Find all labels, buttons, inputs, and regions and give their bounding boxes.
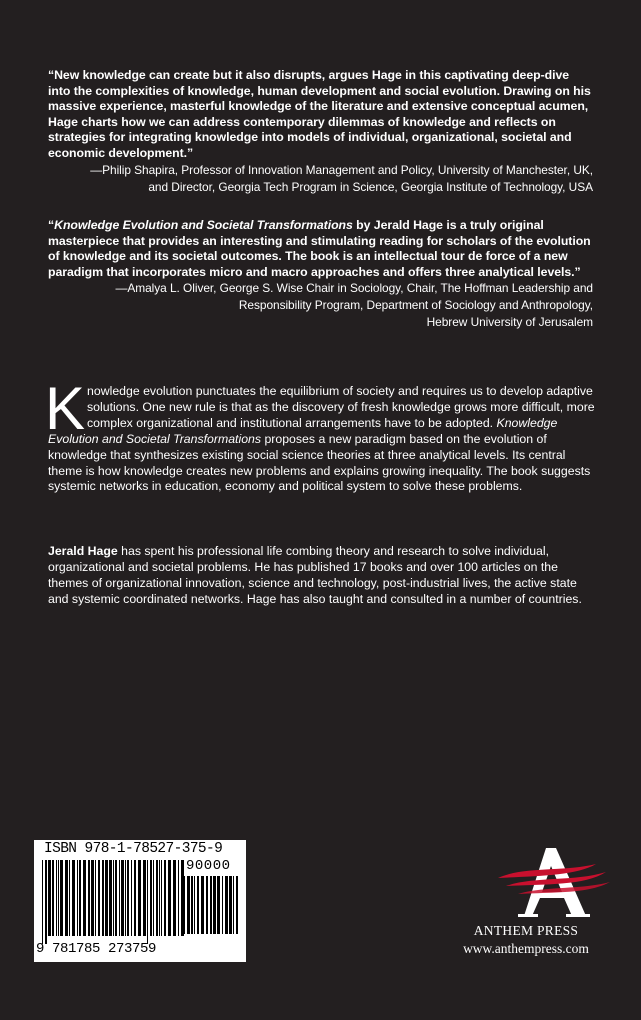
- description-part1: nowledge evolution punctuates the equilibrium of society and requires us to develop adaptive solutions. One new rule is that as the discovery of fresh knowledge grows more difficult, more complex organizational and institutional arrangements have to be adopted.: [87, 384, 595, 430]
- barcode-bar: [222, 876, 223, 934]
- barcode-bar: [159, 860, 160, 936]
- barcode-bar: [77, 860, 78, 936]
- barcode-bar: [131, 860, 132, 936]
- barcode-bar: [233, 876, 234, 934]
- barcode-bar: [121, 860, 124, 936]
- barcode-bar: [197, 876, 199, 934]
- barcode-bar: [45, 860, 47, 944]
- barcode-bar: [168, 860, 171, 936]
- barcode-bar: [56, 860, 57, 936]
- quote-body: by Jerald Hage is a truly original masterpiece that provides an interesting and stimulating reading for scholars of the evolution of knowledge and its societal outcomes. The book is an intellectual tour de force of a new paradigm that incorporates micro and macro approaches and offers three analytical levels.”: [48, 218, 591, 279]
- barcode-bar: [236, 876, 238, 934]
- barcode-bar: [60, 860, 63, 936]
- drop-cap: K: [45, 375, 86, 442]
- barcode-bar: [206, 876, 208, 934]
- barcode-bar: [109, 860, 112, 936]
- barcode-bar: [115, 860, 117, 936]
- barcode-bar: [69, 860, 70, 936]
- barcode-bar: [113, 860, 114, 936]
- barcode-bar: [201, 876, 204, 934]
- barcode-bar: [187, 876, 190, 934]
- barcode-bar: [225, 876, 228, 934]
- anthem-press-logo: [484, 842, 626, 924]
- description-paragraph: [45, 375, 596, 495]
- attribution-line: and Director, Georgia Tech Program in Science, Georgia Institute of Technology, USA: [148, 179, 593, 194]
- attribution-line: —Amalya L. Oliver, George S. Wise Chair in Sociology, Chair, The Hoffman Leadership and: [115, 281, 593, 296]
- bio-paragraph: [48, 544, 596, 608]
- barcode-digits: 9 781785 273759: [36, 941, 157, 957]
- barcode-bar: [191, 876, 193, 934]
- bio-text: has spent his professional life combing theory and research to solve individual, organizational and societal problems. He has published 17 books and over 100 articles on the themes of organizational innovation, science and technology, post-industrial lives, the active state and systemic coordinated networks. Hage has also taught and consulted in a number of countries.: [48, 544, 582, 606]
- barcode-bar: [143, 860, 146, 936]
- barcode-bar: [213, 876, 216, 934]
- description-part2: proposes a new paradigm based on the evolution of knowledge that synthesizes existing social science theories at three analytical levels. Its central theme is how knowledge creates new problems and explains growing inequality. The book suggests systemic networks in education, economy and political system to solve these problems.: [48, 431, 591, 494]
- barcode-bar: [138, 860, 141, 936]
- addon-bars: [184, 876, 240, 942]
- ean-bars: [42, 860, 184, 944]
- barcode-bar: [48, 860, 51, 936]
- quote-text: [48, 218, 593, 280]
- attribution-line: Hebrew University of Jerusalem: [426, 315, 593, 330]
- barcode-bar: [173, 860, 176, 936]
- endorsement-quote-2: [48, 218, 593, 331]
- barcode-bar: [95, 860, 96, 936]
- publisher-url: www.anthempress.com: [463, 941, 589, 956]
- barcode-bar: [217, 876, 220, 934]
- barcode-bar: [161, 860, 162, 936]
- barcode-bar: [184, 876, 185, 934]
- barcode-bar: [164, 860, 166, 936]
- barcode-bar: [88, 860, 90, 936]
- letter-a-emblem-icon: [498, 848, 610, 917]
- publisher-name: ANTHEM PRESS: [473, 923, 579, 938]
- barcode-bar: [119, 860, 120, 936]
- book-title: Knowledge Evolution and Societal Transformations: [54, 218, 353, 232]
- barcode-bar: [79, 860, 81, 936]
- barcode-bar: [125, 860, 126, 936]
- barcode-bar: [98, 860, 100, 936]
- barcode-bar: [91, 860, 94, 936]
- isbn-text: ISBN 978-1-78527-375-9: [44, 841, 223, 857]
- barcode-bar: [105, 860, 108, 936]
- quote-attribution: [48, 162, 593, 196]
- barcode-bar: [229, 876, 232, 934]
- barcode-bar: [150, 860, 152, 936]
- attribution-line: —Philip Shapira, Professor of Innovation Management and Policy, University of Manchester, UK,: [90, 162, 593, 177]
- isbn-barcode: [34, 840, 246, 962]
- quote-open-mark: “: [48, 218, 55, 232]
- barcode-bar: [194, 876, 195, 934]
- barcode-bar: [147, 860, 148, 944]
- barcode-bar: [72, 860, 75, 936]
- barcode-bar: [127, 860, 129, 936]
- barcode-bar: [65, 860, 68, 936]
- book-title: Knowledge Evolution and Societal Transformations: [48, 415, 558, 446]
- author-name: Jerald Hage: [48, 544, 118, 558]
- barcode-bar: [58, 860, 59, 936]
- barcode-bar: [42, 860, 43, 944]
- barcode-bar: [153, 860, 154, 936]
- quote-attribution: [48, 280, 593, 331]
- barcode-bar: [156, 860, 158, 936]
- barcode-bar: [134, 860, 136, 936]
- book-description: [45, 375, 596, 495]
- attribution-line: Responsibility Program, Department of Sociology and Anthropology,: [238, 298, 593, 313]
- addon-digits: 90000: [186, 858, 231, 874]
- author-bio: [48, 544, 596, 608]
- barcode-bar: [102, 860, 104, 936]
- barcode-bar: [52, 860, 54, 936]
- barcode-bar: [178, 860, 179, 936]
- barcode-bar: [83, 860, 86, 936]
- endorsement-quote-1: [48, 68, 593, 196]
- barcode-bar: [210, 876, 212, 934]
- quote-text: “New knowledge can create but it also disrupts, argues Hage in this captivating deep-dive into the complexities of knowledge, human development and social evolution. Drawing on his massive experience, masterful knowledge of the literature and extensive conceptual acumen, Hage charts how we can address contemporary dilemmas of knowledge and reflects on strategies for integrating knowledge into models of individual, organizational, societal and economic development.”: [48, 68, 591, 160]
